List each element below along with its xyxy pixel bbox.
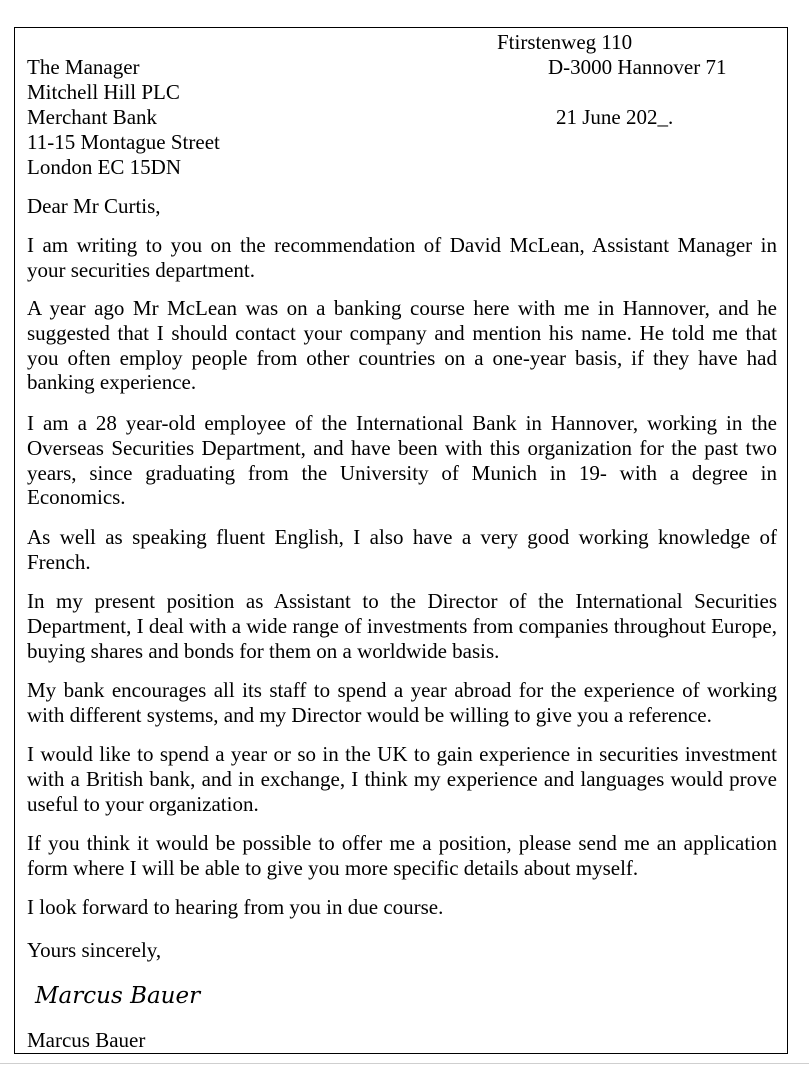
body-paragraph: In my present position as Assistant to the Director of the International Securities Department, I deal with a wide range of investments from companies throughout Europe, buying shares and bonds for them on a worldwide basis. bbox=[27, 589, 777, 663]
sender-street: Ftirstenweg 110 bbox=[497, 30, 633, 54]
body-paragraph: I would like to spend a year or so in the UK to gain experience in securities investment with a British bank, and in exchange, I think my experience and languages would prove useful to your organization. bbox=[27, 742, 777, 816]
recipient-title: The Manager bbox=[27, 55, 140, 79]
body-paragraph: I look forward to hearing from you in due course. bbox=[27, 895, 444, 919]
body-paragraph: I am a 28 year-old employee of the International Bank in Hannover, working in the Overseas Securities Department, and have been with this organization for the past two years, since graduating from the University of Munich in 19- with a degree in Economics. bbox=[27, 411, 777, 510]
body-paragraph: A year ago Mr McLean was on a banking course here with me in Hannover, and he suggested that I should contact your company and mention his name. He told me that you often employ people from other countries on a one-year basis, if they have had banking experience. bbox=[27, 296, 777, 395]
recipient-city: London EC 15DN bbox=[27, 155, 181, 179]
letter-date: 21 June 202_. bbox=[556, 105, 674, 129]
recipient-street: 11-15 Montague Street bbox=[27, 130, 220, 154]
handwritten-signature: Marcus Bauer bbox=[35, 983, 201, 1009]
page-divider bbox=[0, 1063, 809, 1064]
body-paragraph: As well as speaking fluent English, I also have a very good working knowledge of French. bbox=[27, 525, 777, 574]
body-paragraph: I am writing to you on the recommendation of David McLean, Assistant Manager in your securities department. bbox=[27, 233, 777, 282]
signer-name: Marcus Bauer bbox=[27, 1028, 146, 1052]
body-paragraph: If you think it would be possible to offer me a position, please send me an application form where I will be able to give you more specific details about myself. bbox=[27, 831, 777, 880]
closing: Yours sincerely, bbox=[27, 938, 162, 962]
body-paragraph: My bank encourages all its staff to spend a year abroad for the experience of working with different systems, and my Director would be willing to give you a reference. bbox=[27, 678, 777, 727]
sender-city: D-3000 Hannover 71 bbox=[548, 55, 727, 79]
recipient-company-type: Merchant Bank bbox=[27, 105, 158, 129]
salutation: Dear Mr Curtis, bbox=[27, 194, 161, 218]
recipient-company: Mitchell Hill PLC bbox=[27, 80, 180, 104]
